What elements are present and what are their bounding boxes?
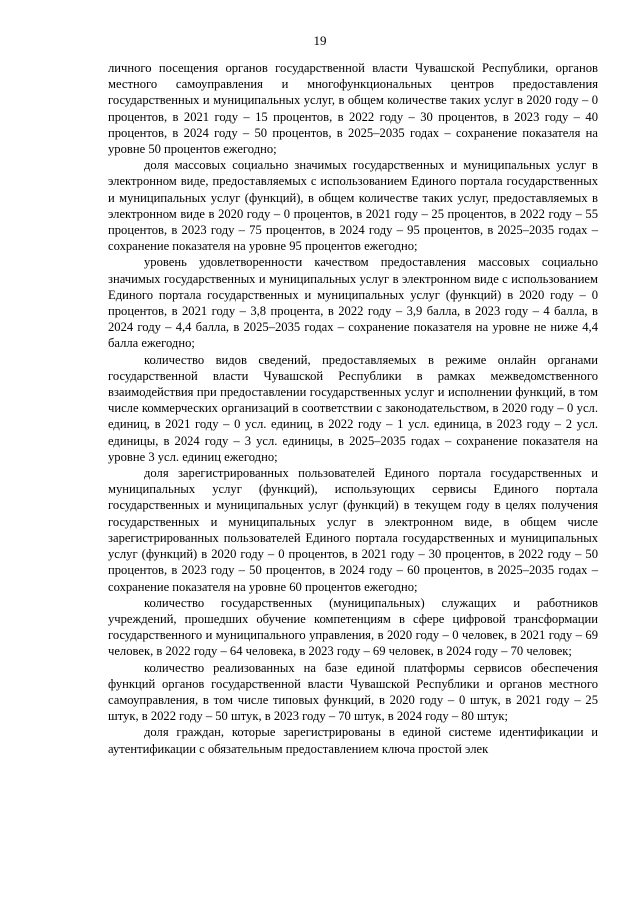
- paragraph-registered-users-share: доля зарегистрированных пользователей Единого портала государственных и муниципальных услуг (функций), использующих сервисы Единого портала государственных и муниципальных услуг (функций) в текущем году в целях получения государственных и муниципальных услуг в электронном виде, в общем числе зарегистрированных пользователей Единого портала государственных и муниципальных услуг (функций) в 2020 году – 0 процентов, в 2021 году – 30 процентов, в 2022 году – 50 процентов, в 2023 году – 50 процентов, в 2024 году – 60 процентов, в 2025–2035 годах – сохранение показателя на уровне 60 процентов ежегодно;: [108, 466, 598, 594]
- paragraph-satisfaction-level: уровень удовлетворенности качеством предоставления массовых социально значимых государственных и муниципальных услуг в электронном виде с использованием Единого портала государственных и муниципальных услуг (функций) в 2020 году – 0 процентов, в 2021 году – 3,8 процента, в 2022 году – 3,9 балла, в 2023 году – 4 балла, в 2024 году – 4,4 балла, в 2025–2035 годах – сохранение показателя на уровне не ниже 4,4 балла ежегодно;: [108, 255, 598, 351]
- paragraph-citizens-registered: доля граждан, которые зарегистрированы в единой системе идентификации и аутентификации с обязательным предоставлением ключа простой элек: [108, 725, 598, 756]
- paragraph-platform-services: количество реализованных на базе единой платформы сервисов обеспечения функций органов государственной власти Чувашской Республики и органов местного самоуправления, в том числе типовых функций, в 2020 году – 0 штук, в 2021 году – 25 штук, в 2022 году – 50 штук, в 2023 году – 70 штук, в 2024 году – 80 штук;: [108, 660, 598, 724]
- paragraph-trained-employees: количество государственных (муниципальных) служащих и работников учреждений, прошедших обучение компетенциям в сфере цифровой трансформации государственного и муниципального управления, в 2020 году – 0 человек, в 2021 году – 69 человек, в 2022 году – 64 человека, в 2023 году – 69 человек, в 2024 году – 70 человек;: [108, 595, 598, 659]
- paragraph-share-mass-services: доля массовых социально значимых государственных и муниципальных услуг в электронном виде, предоставляемых с использованием Единого портала государственных и муниципальных услуг (функций), в общем количестве таких услуг, предоставляемых в электронном виде в 2020 году – 0 процентов, в 2021 году – 25 процентов, в 2022 году – 55 процентов, в 2023 году – 75 процентов, в 2024 году – 95 процентов, в 2025–2035 годах – сохранение показателя на уровне 95 процентов ежегодно;: [108, 158, 598, 254]
- page-number: 19: [313, 33, 327, 48]
- paragraph-online-data-types: количество видов сведений, предоставляемых в режиме онлайн органами государственной власти Чувашской Республики в рамках межведомственного взаимодействия при предоставлении государственных услуг и исполнении функций, в том числе коммерческих организаций в соответствии с законодательством, в 2020 году – 0 усл. единиц, в 2021 году – 0 усл. единиц, в 2022 году – 1 усл. единица, в 2023 году – 2 усл. единицы, в 2024 году – 3 усл. единицы, в 2025–2035 годах – сохранение показателя на уровне 3 усл. единиц ежегодно;: [108, 352, 598, 464]
- document-body: [108, 60, 598, 757]
- paragraph-continuation: личного посещения органов государственной власти Чувашской Республики, органов местного самоуправления и многофункциональных центров предоставления государственных и муниципальных услуг, в общем количестве таких услуг в 2020 году – 0 процентов, в 2021 году – 15 процентов, в 2022 году – 30 процентов, в 2023 году – 40 процентов, в 2024 году – 50 процентов, в 2025–2035 годах – сохранение показателя на уровне 50 процентов ежегодно;: [108, 61, 598, 157]
